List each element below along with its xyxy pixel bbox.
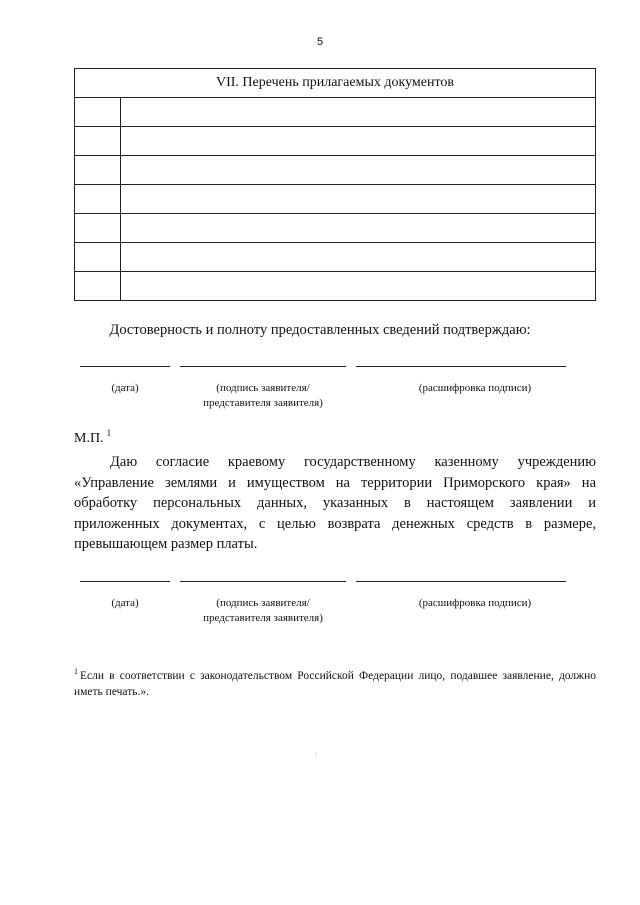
row-document-cell	[121, 243, 596, 272]
table-row	[75, 272, 596, 301]
row-number-cell	[75, 156, 121, 185]
row-number-cell	[75, 214, 121, 243]
consent-paragraph: Даю согласие краевому государственному казенному учреждению «Управление землями и имуществом на территории Приморского края» на обработку персональных данных, указанных в настоящем заявлении и приложенных документах, с целью возврата денежных средств в размере, превышающем размер платы.	[74, 454, 596, 552]
footnote-mark: 1	[74, 667, 78, 676]
table-row	[75, 243, 596, 272]
signature-caption: (подпись заявителя/представителя заявителя)	[203, 597, 323, 624]
scan-speck	[316, 753, 317, 754]
row-document-cell	[121, 98, 596, 127]
row-number-cell	[75, 185, 121, 214]
row-number-cell	[75, 127, 121, 156]
signature-line	[180, 581, 346, 582]
table-row	[75, 214, 596, 243]
seal-label	[74, 428, 111, 447]
decryption-signature-line	[356, 581, 566, 582]
decryption-caption: (расшифровка подписи)	[418, 597, 532, 609]
table-row	[75, 127, 596, 156]
table-row	[75, 156, 596, 185]
page-number: 5	[316, 36, 324, 48]
row-document-cell	[121, 156, 596, 185]
table-row	[75, 185, 596, 214]
footnote	[74, 664, 596, 700]
row-document-cell	[121, 185, 596, 214]
date-caption: (дата)	[111, 597, 139, 609]
row-document-cell	[121, 272, 596, 301]
table-title: VII. Перечень прилагаемых документов	[75, 69, 596, 98]
signature-caption: (подпись заявителя/представителя заявителя)	[203, 382, 323, 409]
date-caption: (дата)	[111, 382, 139, 394]
decryption-caption: (расшифровка подписи)	[418, 382, 532, 394]
date-signature-line	[80, 366, 170, 367]
signature-line	[180, 366, 346, 367]
table-row	[75, 98, 596, 127]
decryption-signature-line	[356, 366, 566, 367]
confirmation-statement: Достоверность и полноту предоставленных сведений подтверждаю:	[109, 322, 531, 338]
row-document-cell	[121, 214, 596, 243]
attached-documents-table	[74, 68, 596, 301]
row-number-cell	[75, 243, 121, 272]
footnote-text: Если в соответствии с законодательством Российской Федерации лицо, подавшее заявление, должно иметь печать.».	[74, 670, 596, 698]
row-number-cell	[75, 98, 121, 127]
row-number-cell	[75, 272, 121, 301]
footnote-reference: 1	[106, 428, 112, 438]
seal-text: М.П.	[74, 431, 104, 446]
date-signature-line	[80, 581, 170, 582]
row-document-cell	[121, 127, 596, 156]
table-header-row	[75, 69, 596, 98]
